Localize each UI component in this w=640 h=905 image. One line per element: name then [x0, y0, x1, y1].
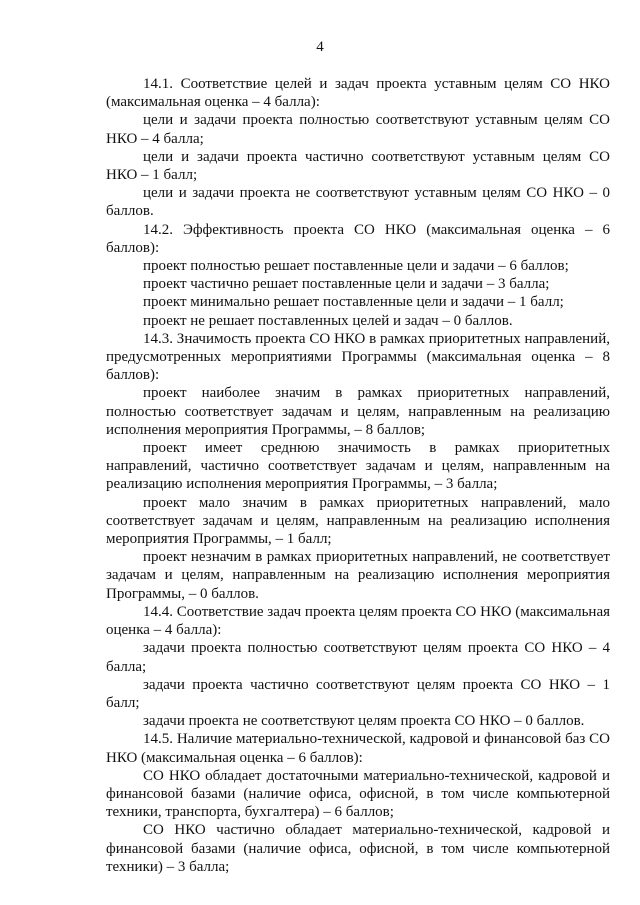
paragraph-14-2-item-2: проект частично решает поставленные цели и задачи – 3 балла;: [143, 276, 550, 293]
paragraph-14-2-item-1: проект полностью решает поставленные цели и задачи – 6 баллов;: [143, 258, 569, 275]
paragraph-14-3-item-4: проект незначим в рамках приоритетных направлений, не соответствует задачам и целям, направленным на реализацию исполнения мероприятия Программы, – 0 баллов.: [106, 549, 610, 602]
paragraph-14-4-item-1: задачи проекта полностью соответствуют целям проекта СО НКО – 4 балла;: [106, 640, 610, 675]
paragraph-14-5-item-2: СО НКО частично обладает материально-технической, кадровой и финансовой базами (наличие офиса, офисной, в том числе компьютерной техники) – 3 балла;: [106, 822, 610, 875]
paragraph-14-2-item-4: проект не решает поставленных целей и задач – 0 баллов.: [143, 312, 513, 329]
paragraph-14-3-item-3: проект мало значим в рамках приоритетных направлений, мало соответствует задачам и целям, направленным на реализацию исполнения мероприятия Программы, – 1 балл;: [106, 494, 610, 548]
paragraph-14-2-heading: 14.2. Эффективность проекта СО НКО (максимальная оценка – 6 баллов):: [106, 221, 610, 256]
paragraph-14-4-item-3: задачи проекта не соответствуют целям проекта СО НКО – 0 баллов.: [143, 713, 585, 730]
document-body: [106, 75, 610, 876]
paragraph-14-5-heading: 14.5. Наличие материально-технической, кадровой и финансовой баз СО НКО (максимальная оценка – 6 баллов):: [106, 731, 610, 766]
paragraph-14-4-heading: 14.4. Соответствие задач проекта целям проекта СО НКО (максимальная оценка – 4 балла):: [106, 603, 610, 639]
paragraph-14-4-item-2: задачи проекта частично соответствуют целям проекта СО НКО – 1 балл;: [106, 676, 610, 711]
paragraph-14-3-item-2: проект имеет среднюю значимость в рамках приоритетных направлений, частично соответствует задачам и целям, направленным на реализацию исполнения мероприятия Программы, – 3 балла;: [106, 440, 610, 493]
paragraph-14-1-item-3: цели и задачи проекта не соответствуют уставным целям СО НКО – 0 баллов.: [106, 185, 610, 220]
paragraph-14-3-item-1: проект наиболее значим в рамках приоритетных направлений, полностью соответствует задачам и целям, направленным на реализацию исполнения мероприятия Программы, – 8 баллов;: [106, 385, 610, 438]
page-number: 4: [316, 39, 324, 55]
paragraph-14-1-item-2: цели и задачи проекта частично соответствуют уставным целям СО НКО – 1 балл;: [106, 148, 610, 184]
paragraph-14-1-heading: 14.1. Соответствие целей и задач проекта уставным целям СО НКО (максимальная оценка – 4 балла):: [106, 76, 610, 111]
paragraph-14-2-item-3: проект минимально решает поставленные цели и задачи – 1 балл;: [143, 294, 564, 311]
paragraph-14-1-item-1: цели и задачи проекта полностью соответствуют уставным целям СО НКО – 4 балла;: [106, 112, 610, 147]
paragraph-14-3-heading: 14.3. Значимость проекта СО НКО в рамках приоритетных направлений, предусмотренных мероприятиями Программы (максимальная оценка – 8 баллов):: [106, 330, 610, 384]
paragraph-14-5-item-1: СО НКО обладает достаточными материально-технической, кадровой и финансовой базами (наличие офиса, офисной, в том числе компьютерной техники, транспорта, бухгалтера) – 6 баллов;: [106, 767, 610, 821]
